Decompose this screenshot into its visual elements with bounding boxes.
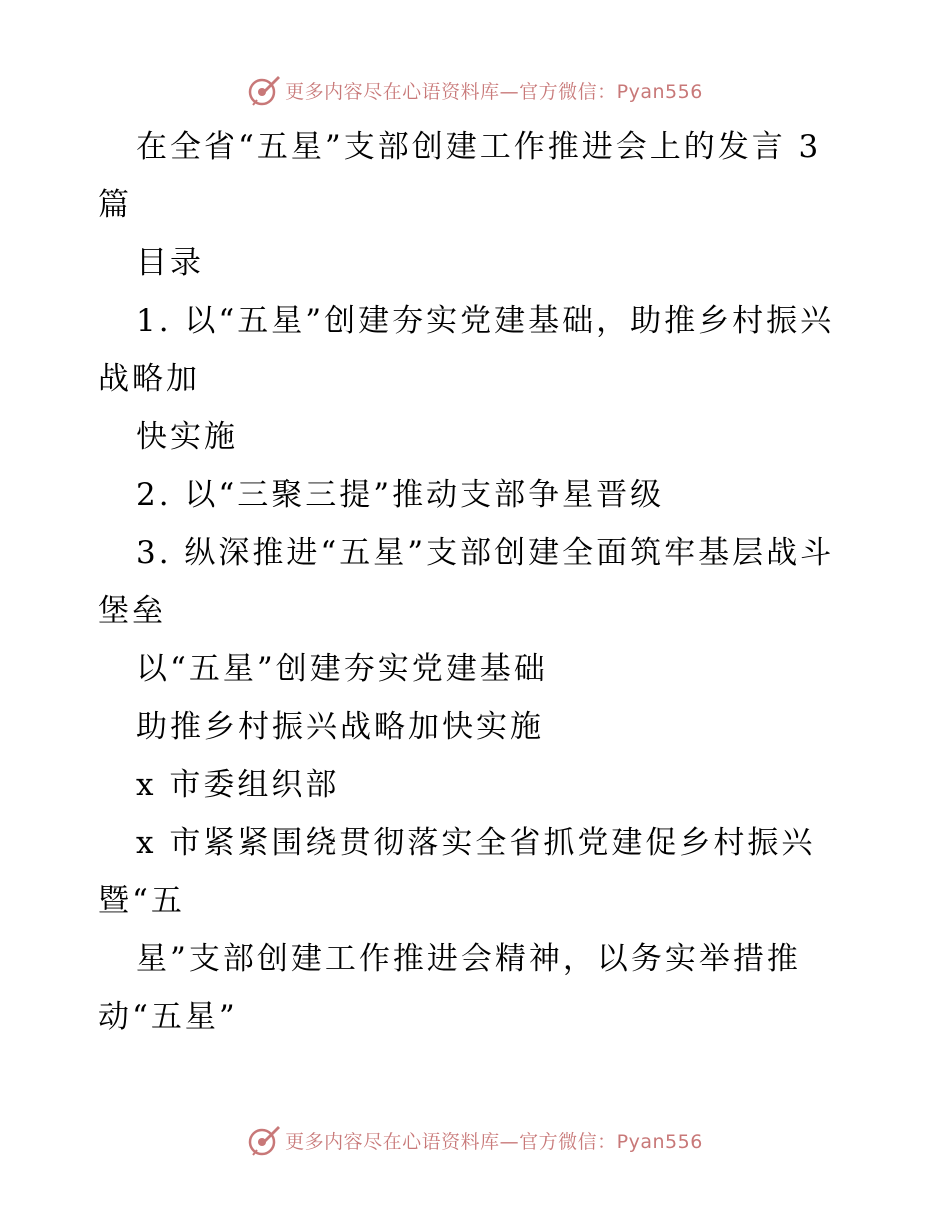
doc-line: 暨“五 [98,883,185,919]
doc-line: 在全省“五星”支部创建工作推进会上的发言 3 [136,129,822,165]
doc-line: 战略加 [98,361,200,397]
doc-line: 2. 以“三聚三提”推动支部争星晋级 [136,477,665,513]
doc-line: 星”支部创建工作推进会精神，以务实举措推 [136,941,801,977]
doc-line: 堡垒 [98,593,166,629]
doc-line: 动“五星” [98,999,238,1035]
pen-logo-icon [247,73,281,107]
document-body [98,118,858,1046]
doc-line: 1. 以“五星”创建夯实党建基础，助推乡村振兴 [136,303,835,339]
footer-watermark-text: 更多内容尽在心语资料库—官方微信：Pyan556 [285,1130,703,1153]
header-watermark [0,70,950,110]
doc-line: 以“五星”创建夯实党建基础 [136,651,548,687]
doc-line: 助推乡村振兴战略加快实施 [136,709,544,745]
doc-line: 3. 纵深推进“五星”支部创建全面筑牢基层战斗 [136,535,835,571]
footer-watermark [0,1120,950,1160]
pen-logo-icon [247,1123,281,1157]
doc-line: 快实施 [136,419,238,455]
doc-line: 目录 [136,245,204,281]
doc-line: x 市委组织部 [136,767,340,803]
doc-line: x 市紧紧围绕贯彻落实全省抓党建促乡村振兴 [136,825,816,861]
header-watermark-text: 更多内容尽在心语资料库—官方微信：Pyan556 [285,80,703,103]
doc-line: 篇 [98,187,132,223]
